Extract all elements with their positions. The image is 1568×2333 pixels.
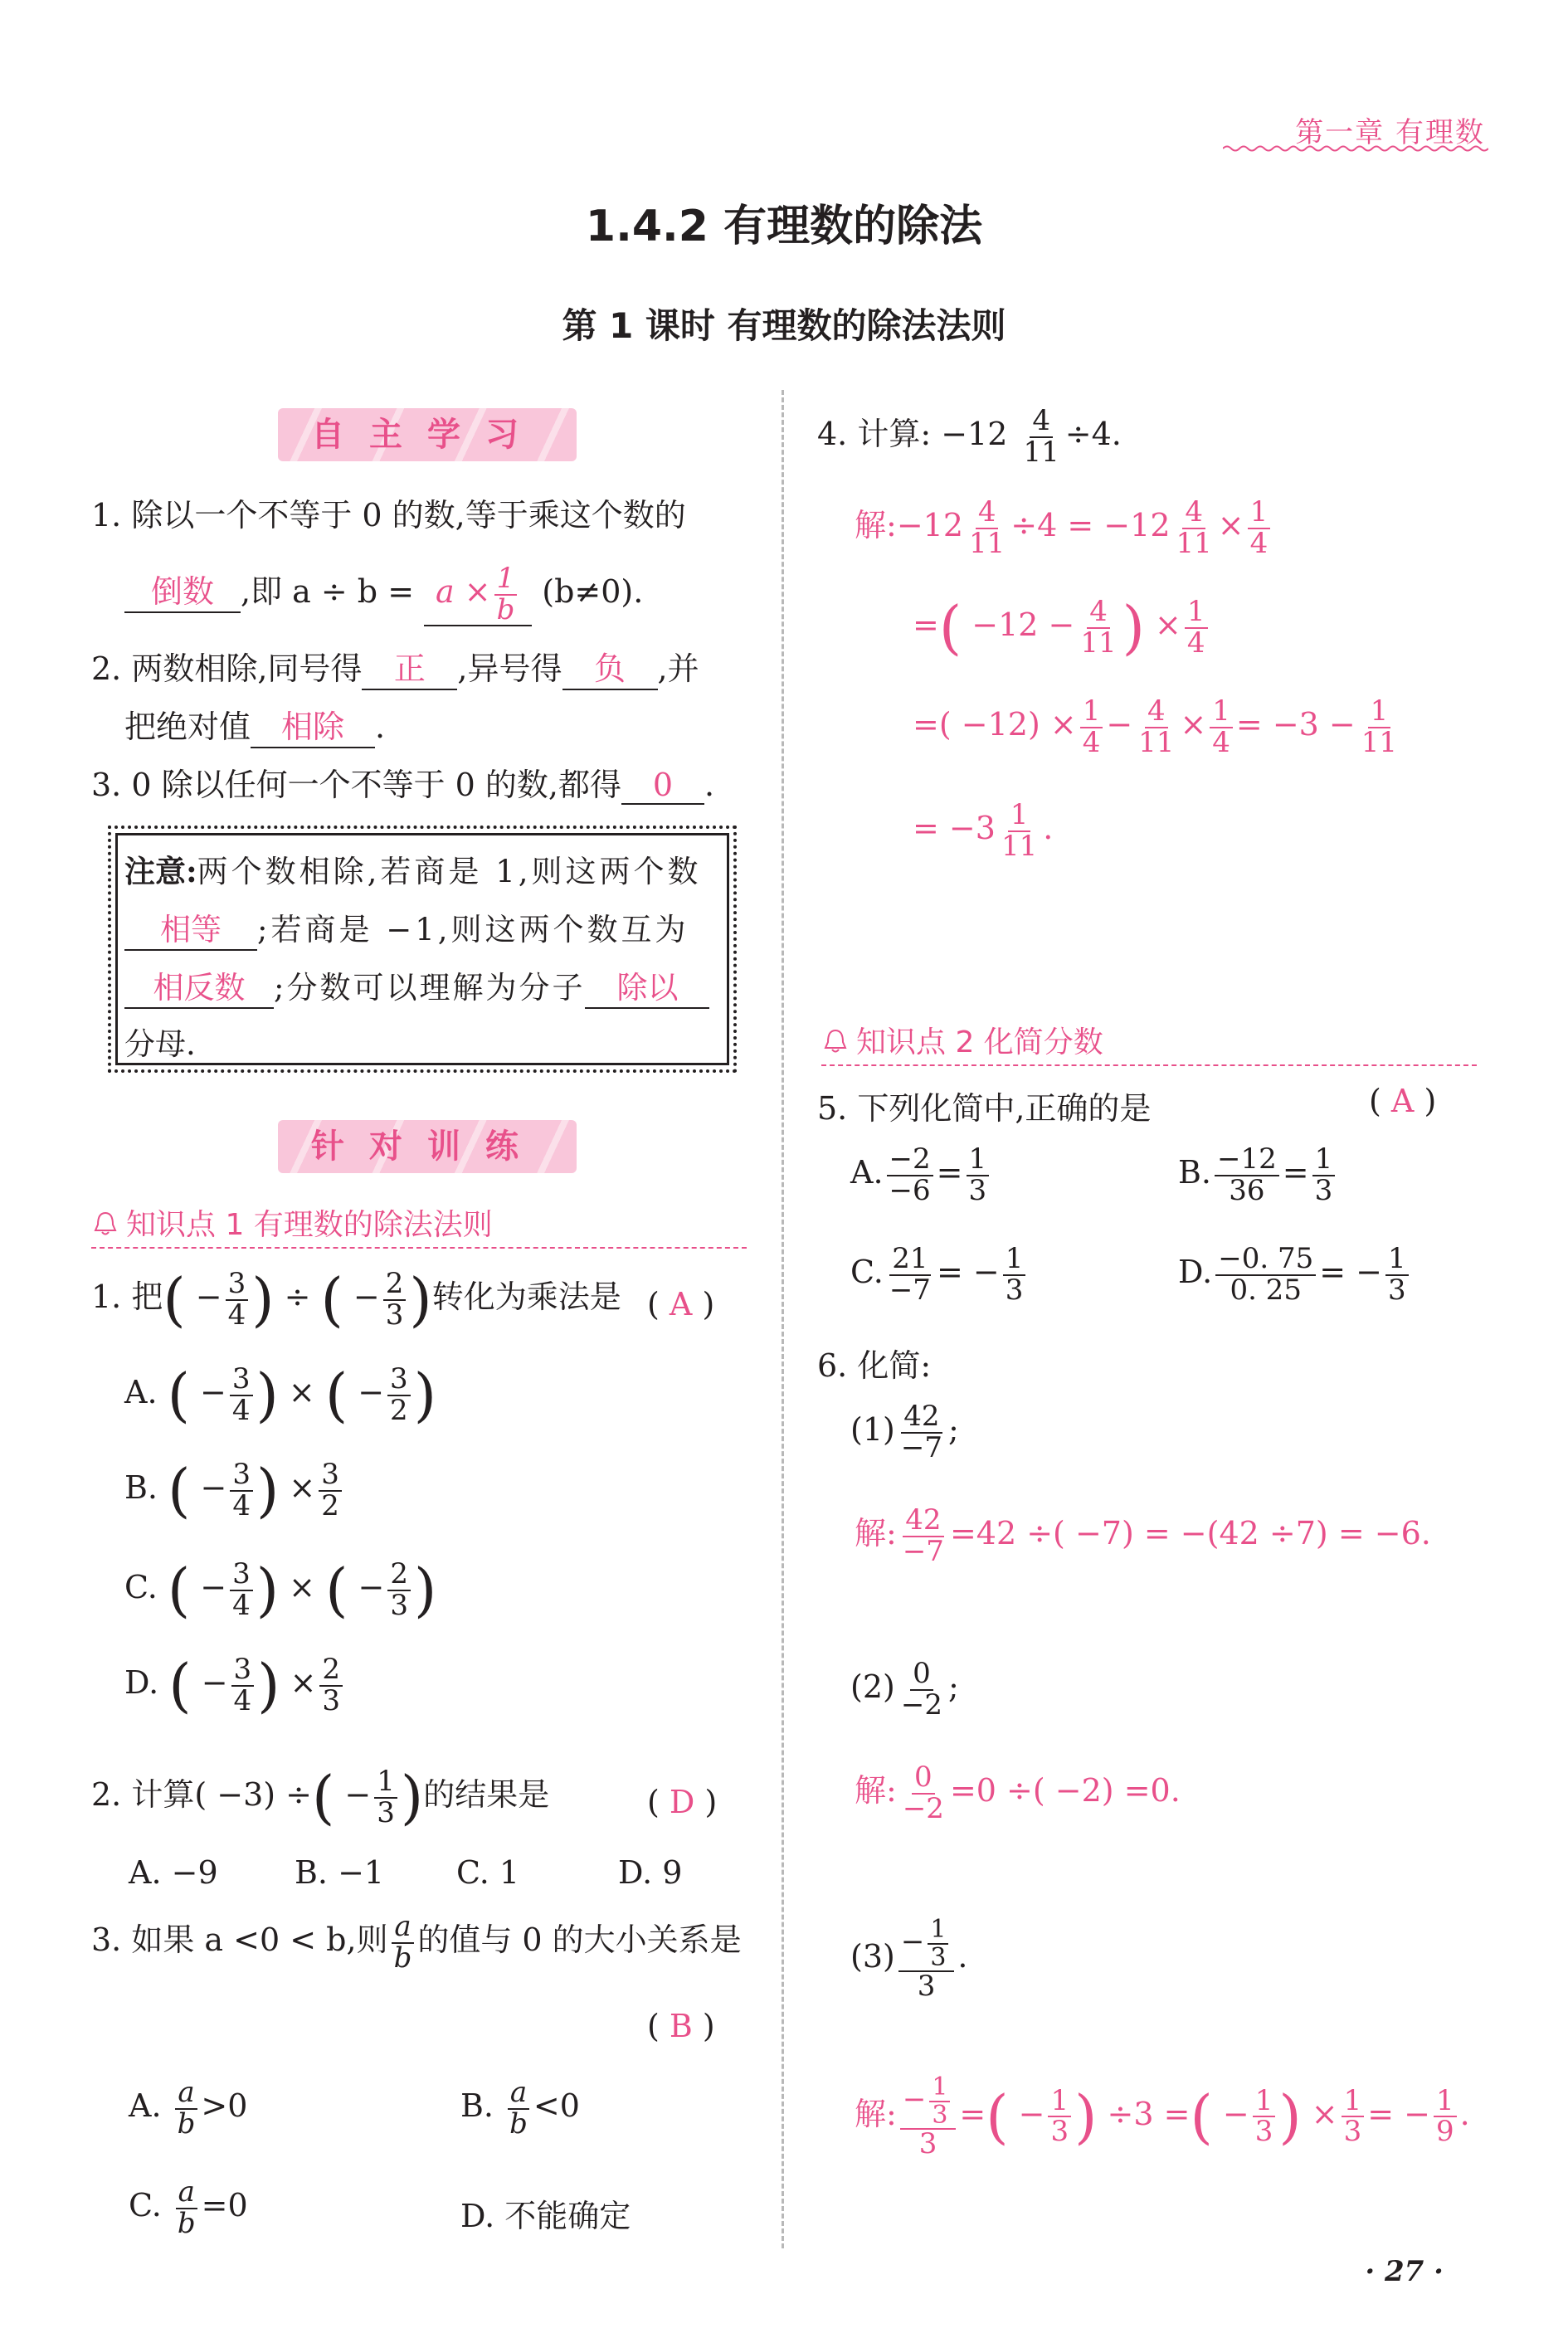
q5-option-b: B. $\frac{-12}{36}$ = $\frac{1}{3}$ [1178,1145,1338,1205]
chapter-header: 第一章 有理数 [1295,116,1485,149]
q6-part-3-solution: 解: − $\frac{1}{3}$ 3 =( − $\frac{1}{3}$ ) ÷3 =( − $\frac{1}{3}$ ) × $\frac{1}{3}$ = − $\frac{1}{9}$ . [855,2072,1470,2160]
q4-solution-line-1: 解:−12 $\frac{4}{11}$ ÷4 = −12 $\frac{4}{11}$ × $\frac{1}{4}$ [855,498,1273,558]
practice-question-1: 1. 把( − $\frac{3}{4}$ ) ÷ ( − $\frac{2}{3}$ )转化为乘法是 [91,1265,621,1334]
q5-option-d: D. $\frac{-0. 75}{0. 25}$ = − $\frac{1}{3}$ [1178,1244,1412,1305]
practice-question-3: 3. 如果 a <0 < b,则 $\frac{a}{b}$ 的值与 0 的大小关系是 [91,1910,742,1975]
q4-solution-line-2: =( −12 − $\frac{4}{11}$ ) × $\frac{1}{4}$ [913,597,1211,658]
q2-option-b: B. −1 [295,1854,385,1891]
knowledge-point-2: 知识点 2 化简分数 [821,1019,1477,1066]
header-wave-decoration [1223,144,1488,153]
q1-option-a: A. ( − $\frac{3}{4}$ ) × ( − $\frac{3}{2}$ ) [124,1361,436,1430]
answer-bracket-q2: ( D ) [647,1784,718,1820]
page-number: · 27 · [1365,2255,1444,2288]
column-divider [782,390,784,2248]
question-6: 6. 化简: [817,1347,932,1384]
q6-part-2: (2) $\frac{0}{-2}$ ; [850,1657,959,1722]
q3-option-d: D. 不能确定 [460,2198,631,2234]
q6-part-1: (1) $\frac{42}{-7}$ ; [850,1400,959,1464]
q6-part-2-solution: 解: $\frac{0}{-2}$ =0 ÷( −2) =0. [855,1761,1181,1825]
q6-part-3: (3) − $\frac{1}{3}$ 3 . [850,1915,968,2003]
ss-question-1-line1: 1. 除以一个不等于 0 的数,等于乘这个数的 [91,497,686,533]
ss-question-2-line1: 2. 两数相除,同号得 正 ,异号得 负 ,并 [91,643,699,690]
self-study-banner: 自主学习 [278,408,577,461]
practice-banner: 针对训练 [278,1120,577,1173]
q6-part-1-solution: 解: $\frac{42}{-7}$ =42 ÷( −7) = −(42 ÷7) = −6. [855,1503,1431,1568]
question-4: 4. 计算: −12 $\frac{4}{11}$ ÷4. [817,404,1122,469]
blank-reciprocal: 倒数 [124,566,241,613]
q3-option-a: A. $\frac{a}{b}$ >0 [129,2076,248,2141]
q4-solution-line-4: = −3 $\frac{1}{11}$ . [913,798,1054,863]
bell-icon [821,1027,850,1055]
ss-question-2-line2: 把绝对值 相除 . [124,701,385,748]
answer-bracket-q1: ( A ) [647,1286,715,1322]
knowledge-point-1: 知识点 1 有理数的除法法则 [91,1201,747,1249]
note-line-4: 分母. [124,1026,196,1062]
q1-option-d: D. ( − $\frac{3}{4}$ ) × $\frac{2}{3}$ [124,1655,346,1716]
blank-formula: a × $\frac{1}{b}$ [424,564,532,626]
note-line-3: 相反数 ;分数可以理解为分子 除以 [124,962,709,1009]
bell-icon [91,1210,119,1238]
practice-question-2: 2. 计算( −3) ÷( − $\frac{1}{3}$ )的结果是 [91,1763,550,1832]
q3-option-b: B. $\frac{a}{b}$ <0 [460,2076,580,2141]
q5-option-a: A. $\frac{-2}{-6}$ = $\frac{1}{3}$ [850,1145,992,1205]
answer-bracket-q5: ( A ) [1369,1083,1437,1119]
ss-question-3: 3. 0 除以任何一个不等于 0 的数,都得 0 . [91,767,715,803]
lesson-subtitle: 第 1 课时 有理数的除法法则 [562,305,1006,346]
ss-question-1-line2: 倒数 ,即 a ÷ b = a × $\frac{1}{b}$ (b≠0). [124,564,643,626]
question-5: 5. 下列化简中,正确的是 [817,1090,1152,1127]
section-title: 1.4.2 有理数的除法 [585,202,983,251]
note-line-1: 注意:两个数相除,若商是 1,则这两个数 [124,853,702,889]
q5-option-c: C. $\frac{21}{-7}$ = − $\frac{1}{3}$ [850,1244,1029,1305]
note-line-2: 相等 ;若商是 −1,则这两个数互为 [124,904,689,951]
q2-option-c: C. 1 [456,1854,520,1891]
q4-solution-line-3: =( −12) × $\frac{1}{4}$ − $\frac{4}{11}$ × $\frac{1}{4}$ = −3 − $\frac{1}{11}$ [913,694,1398,759]
q2-option-d: D. 9 [618,1854,683,1891]
q2-option-a: A. −9 [129,1854,218,1891]
q3-option-c: C. $\frac{a}{b}$ =0 [129,2175,248,2240]
q1-option-c: C. ( − $\frac{3}{4}$ ) × ( − $\frac{2}{3}$ ) [124,1556,437,1624]
q1-option-b: B. ( − $\frac{3}{4}$ ) × $\frac{3}{2}$ [124,1460,345,1521]
answer-bracket-q3: ( B ) [647,2008,715,2044]
